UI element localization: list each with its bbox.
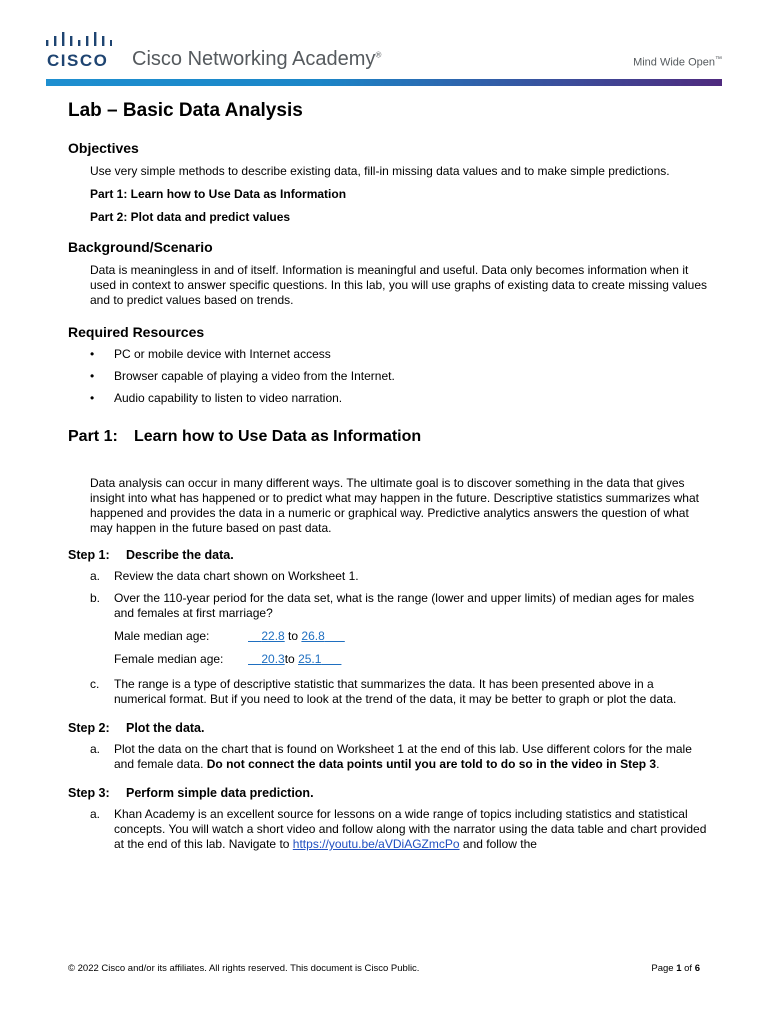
step3-heading: Step 3: Perform simple data prediction.	[68, 786, 314, 800]
tagline: Mind Wide Open™	[633, 56, 722, 69]
part1-heading: Part 1: Learn how to Use Data as Information	[68, 428, 422, 445]
list-item: • Audio capability to listen to video narration.	[90, 391, 708, 406]
copyright-text: © 2022 Cisco and/or its affiliates. All rights reserved. This document is Cisco Public.	[68, 963, 420, 974]
khan-video-link[interactable]: https://youtu.be/aVDiAGZmcPo	[292, 837, 460, 851]
list-item: a. Khan Academy is an excellent source for lessons on a wide range of topics including statistics and statistical concepts. You will watch a short video and follow along with the narrator using the data table and chart provided at the end of this lab. Navigate to https://youtu.be/aVDiAGZmcPo and follow the	[90, 807, 707, 851]
list-item: a. Review the data chart shown on Worksheet 1.	[90, 569, 359, 583]
background-text: Data is meaningless in and of itself. Information is meaningful and useful. Data only becomes information when it used in context to answer specific questions. In this lab, you will use graphs of existing data to create missing values and to predict values based on trends.	[90, 263, 707, 307]
objective-part2: Part 2: Plot data and predict values	[90, 210, 291, 224]
academy-title: Cisco Networking Academy®	[132, 48, 382, 70]
step1-heading: Step 1: Describe the data.	[68, 548, 234, 562]
background-heading: Background/Scenario	[68, 239, 213, 255]
resources-heading: Required Resources	[68, 324, 205, 340]
cisco-wordmark: CISCO	[47, 51, 109, 70]
list-item: • PC or mobile device with Internet access	[90, 347, 708, 362]
step2-list	[68, 742, 708, 772]
male-high-value: 26.8	[301, 629, 325, 643]
document-body	[68, 96, 708, 852]
objectives-text: Use very simple methods to describe existing data, fill-in missing data values and to make simple predictions.	[90, 164, 670, 178]
cisco-logo-bars-icon	[46, 32, 112, 48]
resources-list	[68, 347, 708, 406]
step1-list	[68, 569, 708, 707]
step2-heading: Step 2: Plot the data.	[68, 721, 205, 735]
step3-list	[68, 807, 708, 852]
page-title: Lab – Basic Data Analysis	[68, 100, 303, 121]
objective-part1: Part 1: Learn how to Use Data as Information	[90, 187, 347, 201]
list-item: b. Over the 110-year period for the data set, what is the range (lower and upper limits) of median ages for males and females at first marriage? Male median age: 22.8 to 26.8 Female median age: 20.3to 25.1	[90, 591, 708, 667]
male-median-age-row: Male median age: 22.8 to 26.8	[114, 629, 325, 643]
list-item: • Browser capable of playing a video from the Internet.	[90, 369, 708, 384]
page-footer	[68, 963, 700, 974]
female-low-value: 20.3	[261, 652, 285, 666]
list-item: a. Plot the data on the chart that is found on Worksheet 1 at the end of this lab. Use different colors for the male and female data. Do not connect the data points until you are told to do so in the video in Step 3.	[90, 742, 692, 771]
page-number: Page 1 of 6	[651, 963, 700, 974]
list-item: c. The range is a type of descriptive statistic that summarizes the data. It has been presented above in a numerical format. But if you need to look at the trend of the data, it may be better to graph or plot the data.	[90, 677, 677, 706]
objectives-heading: Objectives	[68, 140, 139, 156]
female-high-value: 25.1	[298, 652, 322, 666]
header-rule	[46, 79, 722, 86]
page-header	[0, 0, 768, 86]
male-low-value: 22.8	[261, 629, 285, 643]
part1-intro: Data analysis can occur in many different ways. The ultimate goal is to discover something in the data that gives insight into what has happened or to predict what may happen in the future. Descriptive statistics summarizes what happened and provides the data in a numeric or graphical way. Predictive analytics answers the question of what may happen in the future based on past data.	[90, 476, 699, 535]
female-median-age-row: Female median age: 20.3to 25.1	[114, 652, 322, 666]
